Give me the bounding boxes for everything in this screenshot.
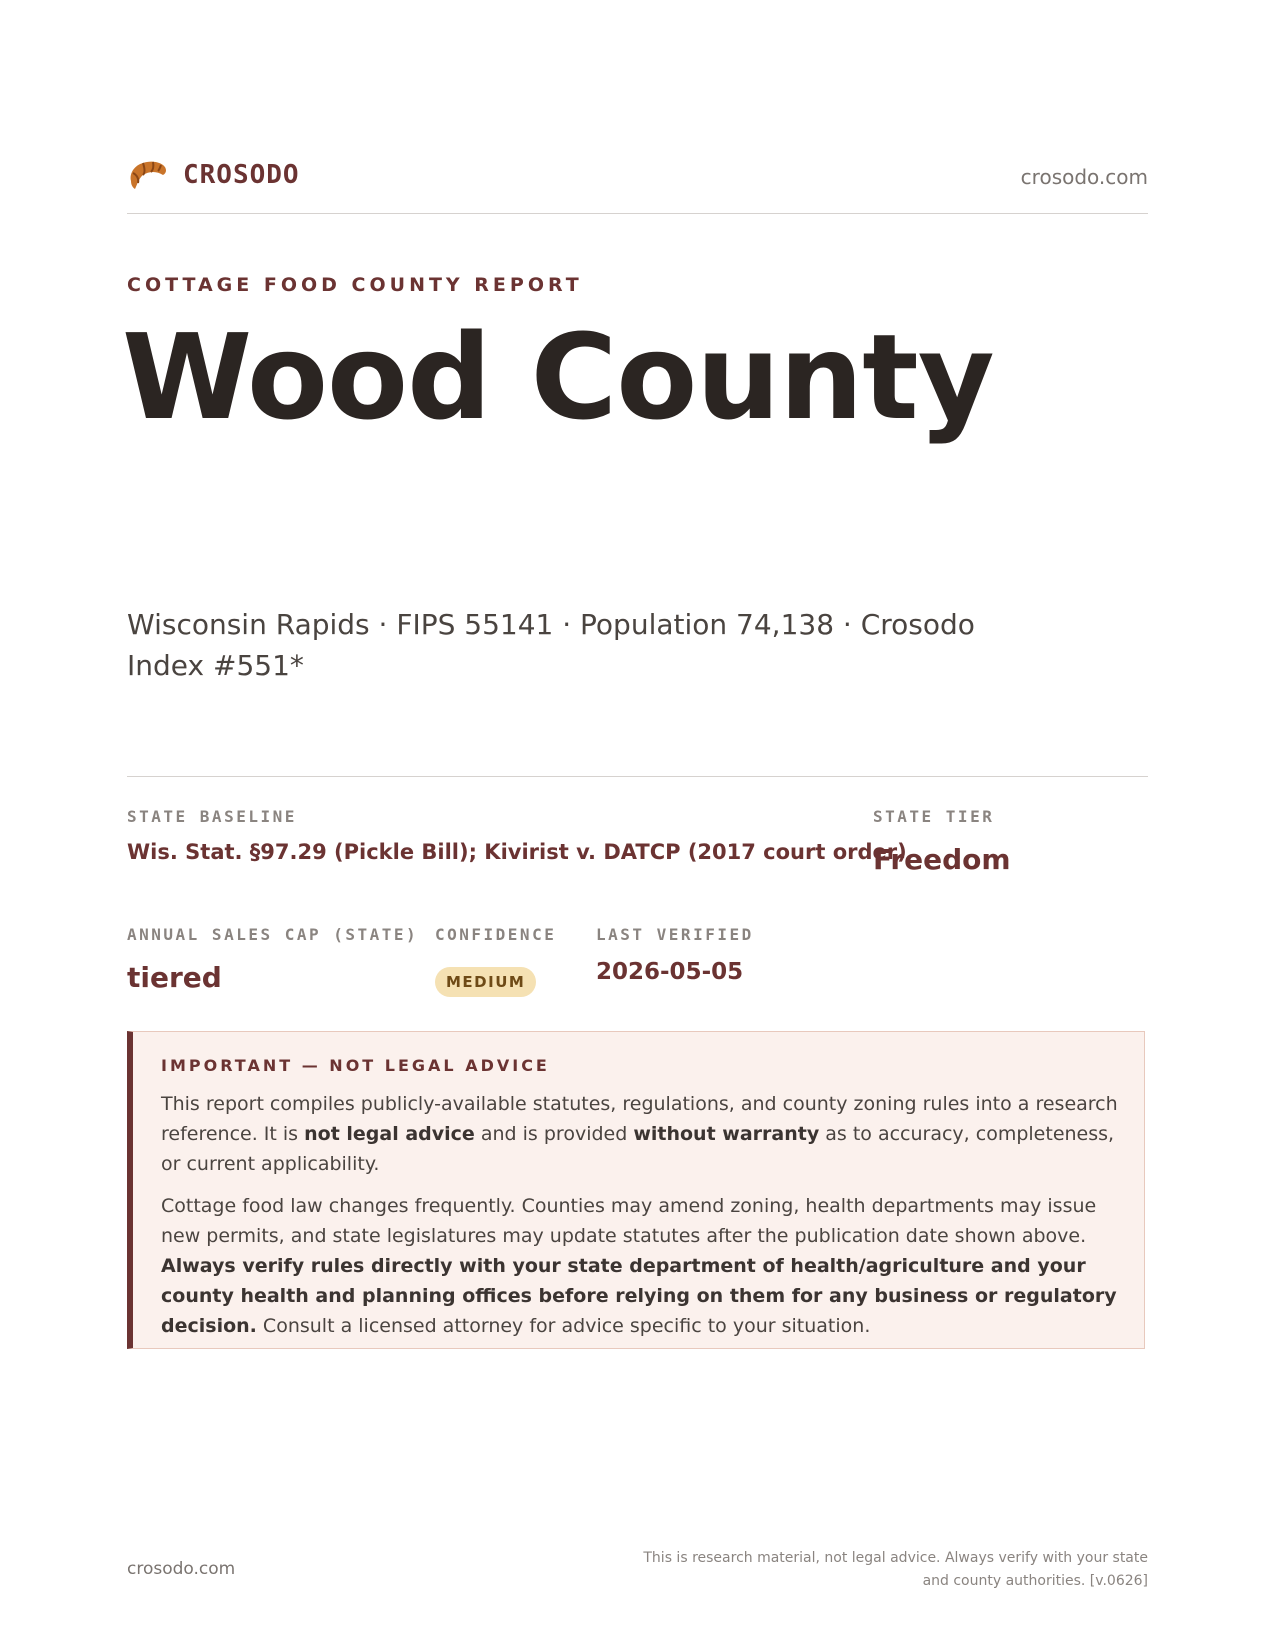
last-verified-label: LAST VERIFIED [596, 925, 754, 944]
notice-emphasis: Always verify rules directly with your state department of health/agriculture and your county health and planning offices before relying on them for any business or regulatory decision. [161, 1255, 1117, 1337]
state-baseline-label: STATE BASELINE [127, 807, 297, 826]
state-baseline-value: Wis. Stat. §97.29 (Pickle Bill); Kivirist v. DATCP (2017 court order) [127, 840, 907, 864]
notice-text: Cottage food law changes frequently. Counties may amend zoning, health departments may issue new permits, and state legislatures may update statutes after the publication date shown above. [161, 1195, 1097, 1247]
notice-title: IMPORTANT — NOT LEGAL ADVICE [161, 1056, 550, 1075]
last-verified-value: 2026-05-05 [596, 959, 744, 985]
brand-name: CROSODO [183, 160, 300, 190]
confidence-label: CONFIDENCE [435, 925, 557, 944]
page-header [127, 155, 1148, 214]
notice-paragraph-2 [161, 1191, 1118, 1341]
footer-disclaimer-line: and county authorities. [v.0626] [922, 1573, 1148, 1589]
notice-paragraph-1 [161, 1089, 1118, 1179]
notice-emphasis: not legal advice [304, 1123, 475, 1145]
sales-cap-value: tiered [127, 961, 222, 994]
header-url[interactable]: crosodo.com [1020, 165, 1148, 189]
footer-disclaimer-line: This is research material, not legal advice. Always verify with your state [643, 1550, 1148, 1566]
page-title: Wood County [122, 308, 994, 446]
notice-emphasis: without warranty [633, 1123, 820, 1145]
legal-notice [127, 1031, 1145, 1349]
notice-text: and is provided [474, 1123, 634, 1145]
croissant-icon [127, 155, 169, 195]
notice-text: Consult a licensed attorney for advice specific to your situation. [256, 1315, 871, 1337]
footer-url[interactable]: crosodo.com [127, 1559, 236, 1579]
state-tier-label: STATE TIER [873, 807, 995, 826]
report-subtitle: Wisconsin Rapids · FIPS 55141 · Population 74,138 · Crosodo Index #551* [127, 608, 975, 682]
state-tier-value: Freedom [873, 843, 1011, 876]
brand[interactable] [127, 155, 300, 195]
report-eyebrow: COTTAGE FOOD COUNTY REPORT [127, 274, 583, 296]
footer-disclaimer [628, 1547, 1148, 1593]
notice-text: This report compiles publicly-available statutes, regulations, and county zoning rules into a research reference. It is [161, 1093, 1118, 1145]
section-divider [127, 776, 1148, 777]
sales-cap-label: ANNUAL SALES CAP (STATE) [127, 925, 419, 944]
notice-text: as to accuracy, completeness, or current applicability. [161, 1123, 1115, 1175]
confidence-badge: MEDIUM [435, 967, 536, 997]
